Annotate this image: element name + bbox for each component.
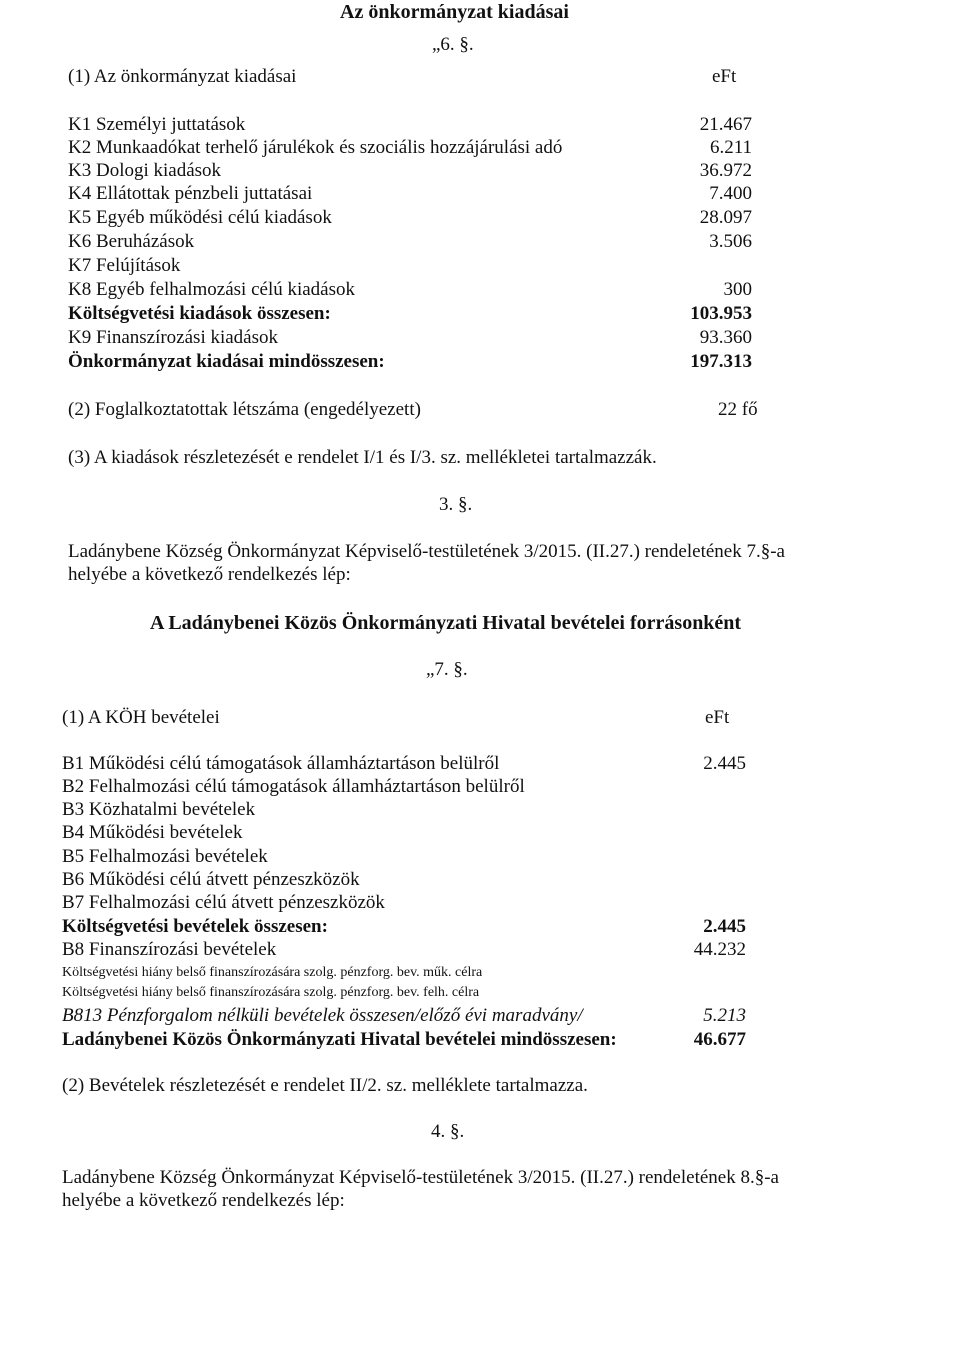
section-heading: 3. §. xyxy=(439,494,473,515)
subtotal-value: 2.445 xyxy=(703,916,746,937)
row-value: 6.211 xyxy=(709,137,752,158)
expenses-intro: (1) Az önkormányzat kiadásai xyxy=(68,66,297,87)
staff-label: (2) Foglalkoztatottak létszáma (engedélyezett) xyxy=(68,399,421,420)
grand-total-value: 197.313 xyxy=(690,351,752,372)
row-label: K1 Személyi juttatások xyxy=(68,114,246,135)
grand-total-label: Önkormányzat kiadásai mindösszesen: xyxy=(68,351,385,372)
row-label: K6 Beruházások xyxy=(68,231,195,252)
row-value: 7.400 xyxy=(709,183,752,204)
row-label: K3 Dologi kiadások xyxy=(68,160,222,181)
row-label: B5 Felhalmozási bevételek xyxy=(62,846,268,867)
amendment-line: Ladánybene Község Önkormányzat Képviselő-testületének 3/2015. (II.27.) rendeletének 8.§-a xyxy=(62,1167,779,1188)
row-value: 21.467 xyxy=(699,114,752,135)
subtotal-value: 103.953 xyxy=(690,303,752,324)
row-label: B2 Felhalmozási célú támogatások államháztartáson belülről xyxy=(62,776,525,797)
row-label: K5 Egyéb működési célú kiadások xyxy=(68,207,332,228)
row-label: K7 Felújítások xyxy=(68,255,181,276)
unit-label: eFt xyxy=(705,707,730,728)
row-label: K8 Egyéb felhalmozási célú kiadások xyxy=(68,279,356,300)
row-label: Költségvetési hiány belső finanszírozására szolg. pénzforg. bev. műk. célra xyxy=(62,965,483,980)
paragraph-number: „7. §. xyxy=(426,659,468,680)
grand-total-value: 46.677 xyxy=(693,1029,746,1050)
subtotal-label: Költségvetési kiadások összesen: xyxy=(68,303,331,324)
row-value: 36.972 xyxy=(699,160,752,181)
unit-label: eFt xyxy=(712,66,737,87)
row-label: B6 Működési célú átvett pénzeszközök xyxy=(62,869,360,890)
row-label: B7 Felhalmozási célú átvett pénzeszközök xyxy=(62,892,385,913)
row-label: B813 Pénzforgalom nélküli bevételek összesen/előző évi maradvány/ xyxy=(62,1005,583,1026)
row-label: Költségvetési hiány belső finanszírozására szolg. pénzforg. bev. felh. célra xyxy=(62,985,480,1000)
revenues-title: A Ladánybenei Közös Önkormányzati Hivatal bevételei forrásonként xyxy=(150,612,742,634)
row-label: B1 Működési célú támogatások államháztartáson belülről xyxy=(62,753,500,774)
amendment-line: helyébe a következő rendelkezés lép: xyxy=(62,1190,345,1211)
row-label: B4 Működési bevételek xyxy=(62,822,243,843)
revenues-detail-note: (2) Bevételek részletezését e rendelet II/2. sz. melléklete tartalmazza. xyxy=(62,1075,588,1096)
amendment-line: Ladánybene Község Önkormányzat Képviselő-testületének 3/2015. (II.27.) rendeletének 7.§-a xyxy=(68,541,785,562)
row-value: 300 xyxy=(723,279,752,300)
staff-value: 22 fő xyxy=(718,399,758,420)
revenues-intro: (1) A KÖH bevételei xyxy=(62,707,220,728)
row-value: 3.506 xyxy=(709,231,752,252)
row-label: K4 Ellátottak pénzbeli juttatásai xyxy=(68,183,313,204)
amendment-line: helyébe a következő rendelkezés lép: xyxy=(68,564,351,585)
row-label: B3 Közhatalmi bevételek xyxy=(62,799,256,820)
grand-total-label: Ladánybenei Közös Önkormányzati Hivatal bevételei mindösszesen: xyxy=(62,1029,617,1050)
row-label: K9 Finanszírozási kiadások xyxy=(68,327,279,348)
row-value: 44.232 xyxy=(693,939,746,960)
paragraph-number: „6. §. xyxy=(432,34,474,55)
row-value: 2.445 xyxy=(703,753,746,774)
section-heading: 4. §. xyxy=(431,1121,465,1142)
page-title: Az önkormányzat kiadásai xyxy=(340,1,569,23)
expenses-detail-note: (3) A kiadások részletezését e rendelet I/1 és I/3. sz. mellékletei tartalmazzák. xyxy=(68,447,657,468)
row-value: 5.213 xyxy=(703,1005,746,1026)
row-label: B8 Finanszírozási bevételek xyxy=(62,939,277,960)
row-value: 93.360 xyxy=(699,327,752,348)
row-value: 28.097 xyxy=(699,207,752,228)
subtotal-label: Költségvetési bevételek összesen: xyxy=(62,916,328,937)
row-label: K2 Munkaadókat terhelő járulékok és szociális hozzájárulási adó xyxy=(68,137,563,158)
